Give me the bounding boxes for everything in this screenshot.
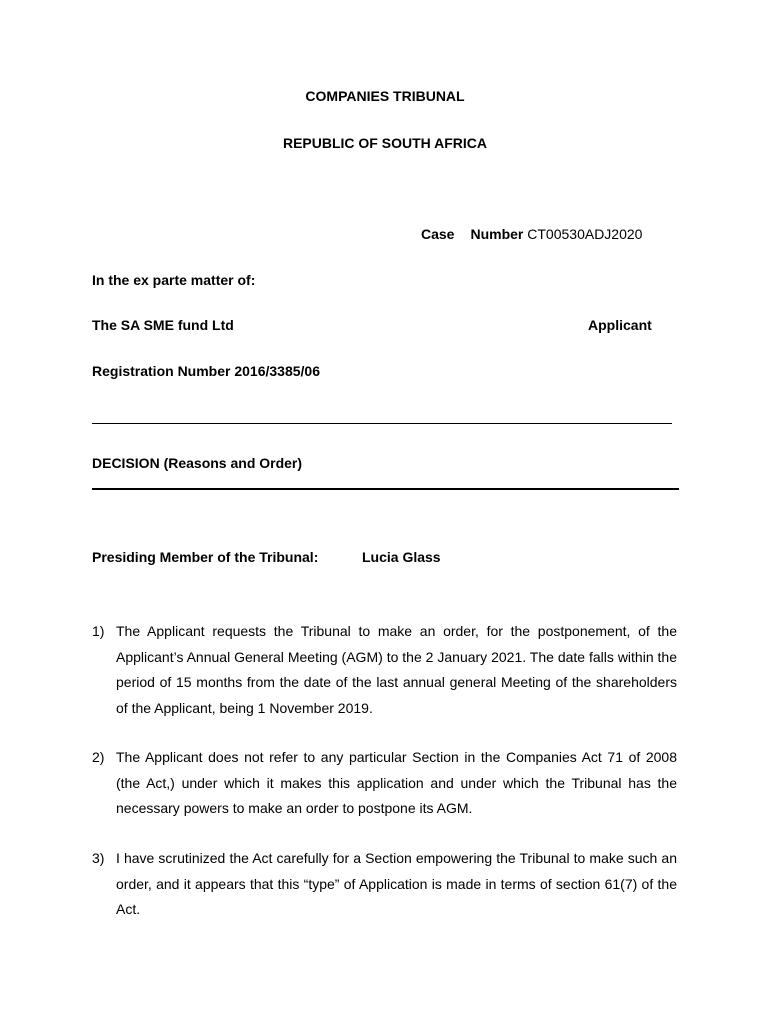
- registration-number: Registration Number 2016/3385/06: [92, 363, 320, 379]
- paragraph-text: I have scrutinized the Act carefully for a Section empowering the Tribunal to make such an order, and it appears that this “type” of Application is made in terms of section 61(7) of the Act.: [116, 850, 677, 917]
- paragraph-text: The Applicant does not refer to any particular Section in the Companies Act 71 of 2008 (the Act,) under which it makes this application and under which the Tribunal has the necessary powers to make an order to postpone its AGM.: [116, 749, 677, 816]
- case-label: Case: [421, 226, 455, 242]
- paragraph-1: [92, 619, 677, 721]
- party-role: Applicant: [588, 317, 652, 333]
- divider-line-thick: [92, 488, 679, 490]
- number-label: Number: [470, 226, 524, 242]
- paragraph-number: 2): [92, 749, 105, 765]
- paragraph-number: 3): [92, 850, 105, 866]
- paragraph-text: The Applicant requests the Tribunal to make an order, for the postponement, of the Applicant’s Annual General Meeting (AGM) to the 2 January 2021. The date falls within the period of 15 months from the date of the last annual general Meeting of the shareholders of the Applicant, being 1 November 2019.: [116, 623, 677, 716]
- case-number-value: CT00530ADJ2020: [527, 226, 643, 242]
- case-number-line: [421, 226, 642, 242]
- decision-heading: DECISION (Reasons and Order): [92, 455, 303, 471]
- matter-intro: In the ex parte matter of:: [92, 272, 256, 288]
- presiding-member-name: Lucia Glass: [362, 549, 441, 565]
- document-title: COMPANIES TRIBUNAL: [305, 88, 465, 104]
- document-subtitle: REPUBLIC OF SOUTH AFRICA: [282, 135, 488, 151]
- divider-line: [92, 423, 672, 424]
- paragraph-2: [92, 745, 677, 822]
- party-name: The SA SME fund Ltd: [92, 317, 234, 333]
- presiding-member-label: Presiding Member of the Tribunal:: [92, 549, 319, 565]
- paragraph-number: 1): [92, 623, 105, 639]
- paragraph-3: [92, 846, 677, 923]
